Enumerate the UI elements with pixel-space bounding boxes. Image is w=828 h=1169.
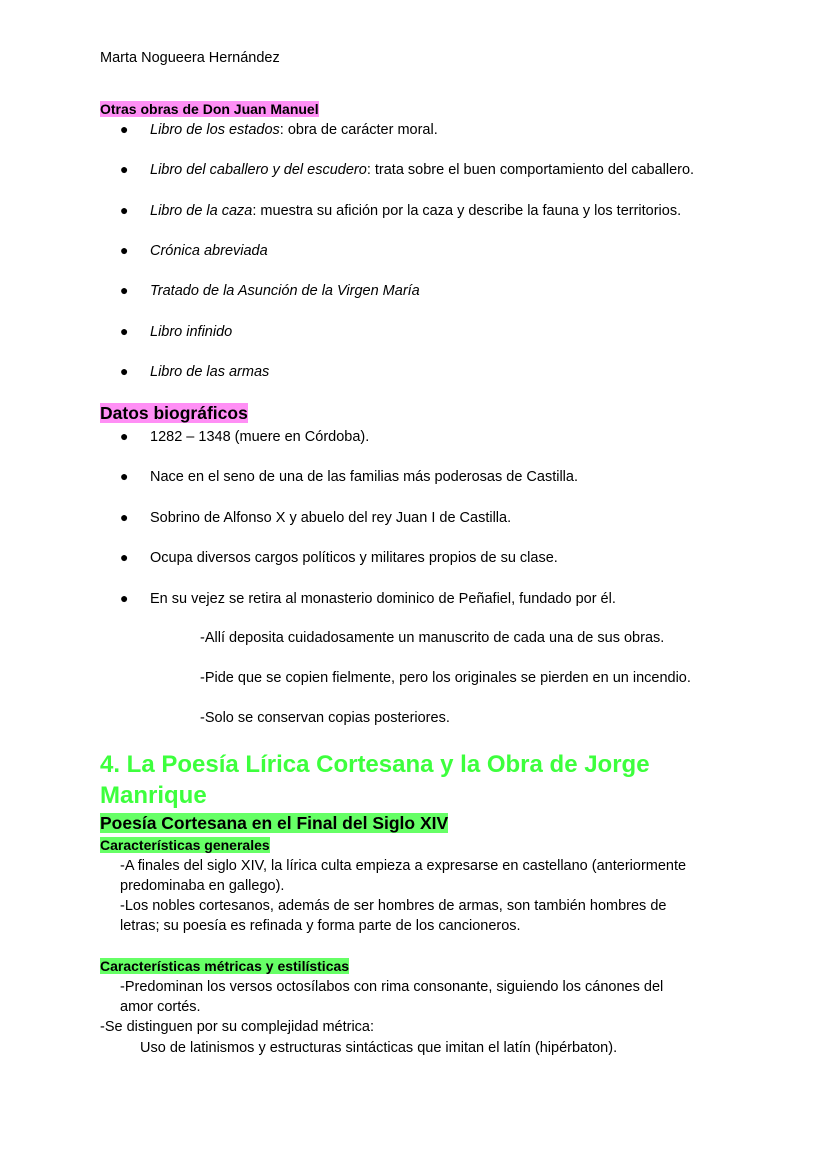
chapter-title-line1: 4. La Poesía Lírica Cortesana y la Obra de Jorge (100, 751, 650, 778)
list-item: ● Nace en el seno de una de las familias más poderosas de Castilla. (120, 468, 578, 485)
bullet-icon: ● (120, 242, 129, 258)
list-item: ● Libro infinido (120, 323, 233, 340)
paragraph-line: -A finales del siglo XIV, la lírica culta empieza a expresarse en castellano (anteriormente (120, 858, 687, 874)
chapter-title-line2: Manrique (100, 782, 207, 809)
paragraph-line: predominaba en gallego). (120, 878, 285, 894)
paragraph-line: Uso de latinismos y estructuras sintácticas que imitan el latín (hipérbaton). (140, 1040, 618, 1056)
bullet-icon: ● (120, 121, 129, 137)
list-item: ● Libro del caballero y del escudero: trata sobre el buen comportamiento del caballero. (120, 161, 695, 178)
list-item: ● Ocupa diversos cargos políticos y militares propios de su clase. (120, 549, 558, 566)
author-name: Marta Nogueera Hernández (100, 50, 280, 66)
bullet-icon: ● (120, 590, 129, 606)
paragraph-line: -Los nobles cortesanos, además de ser hombres de armas, son también hombres de (120, 898, 667, 914)
paragraph-line: letras; su poesía es refinada y forma parte de los cancioneros. (120, 918, 521, 934)
bullet-icon: ● (120, 282, 129, 298)
sub-item: -Allí deposita cuidadosamente un manuscrito de cada una de sus obras. (200, 630, 665, 646)
bullet-icon: ● (120, 509, 129, 525)
list-item: ● Libro de las armas (120, 363, 270, 380)
list-item: ● 1282 – 1348 (muere en Córdoba). (120, 428, 370, 445)
bullet-icon: ● (120, 549, 129, 565)
paragraph-line: -Se distinguen por su complejidad métrica: (100, 1019, 375, 1035)
bullet-icon: ● (120, 161, 129, 177)
metric-features-heading: Características métricas y estilísticas (100, 958, 350, 974)
list-item: ● Libro de los estados: obra de carácter moral. (120, 121, 438, 138)
list-item: ● Tratado de la Asunción de la Virgen María (120, 282, 420, 299)
list-item: ● Crónica abreviada (120, 242, 268, 259)
list-item: ● En su vejez se retira al monasterio dominico de Peñafiel, fundado por él. (120, 590, 616, 607)
paragraph-line: -Predominan los versos octosílabos con rima consonante, siguiendo los cánones del (120, 979, 664, 995)
bullet-icon: ● (120, 468, 129, 484)
bullet-icon: ● (120, 428, 129, 444)
sub-item: -Solo se conservan copias posteriores. (200, 710, 450, 726)
bullet-icon: ● (120, 363, 129, 379)
list-item: ● Sobrino de Alfonso X y abuelo del rey Juan I de Castilla. (120, 509, 512, 526)
bullet-icon: ● (120, 202, 129, 218)
list-item: ● Libro de la caza: muestra su afición por la caza y describe la fauna y los territorios. (120, 202, 682, 219)
section-heading-datos-biograficos: Datos biográficos (100, 403, 248, 423)
general-features-heading: Características generales (100, 837, 270, 853)
bullet-icon: ● (120, 323, 129, 339)
paragraph-line: amor cortés. (120, 999, 201, 1015)
section-heading-otras-obras: Otras obras de Don Juan Manuel (100, 101, 319, 117)
subsection-heading: Poesía Cortesana en el Final del Siglo XIV (100, 813, 449, 833)
sub-item: -Pide que se copien fielmente, pero los originales se pierden en un incendio. (200, 670, 691, 686)
